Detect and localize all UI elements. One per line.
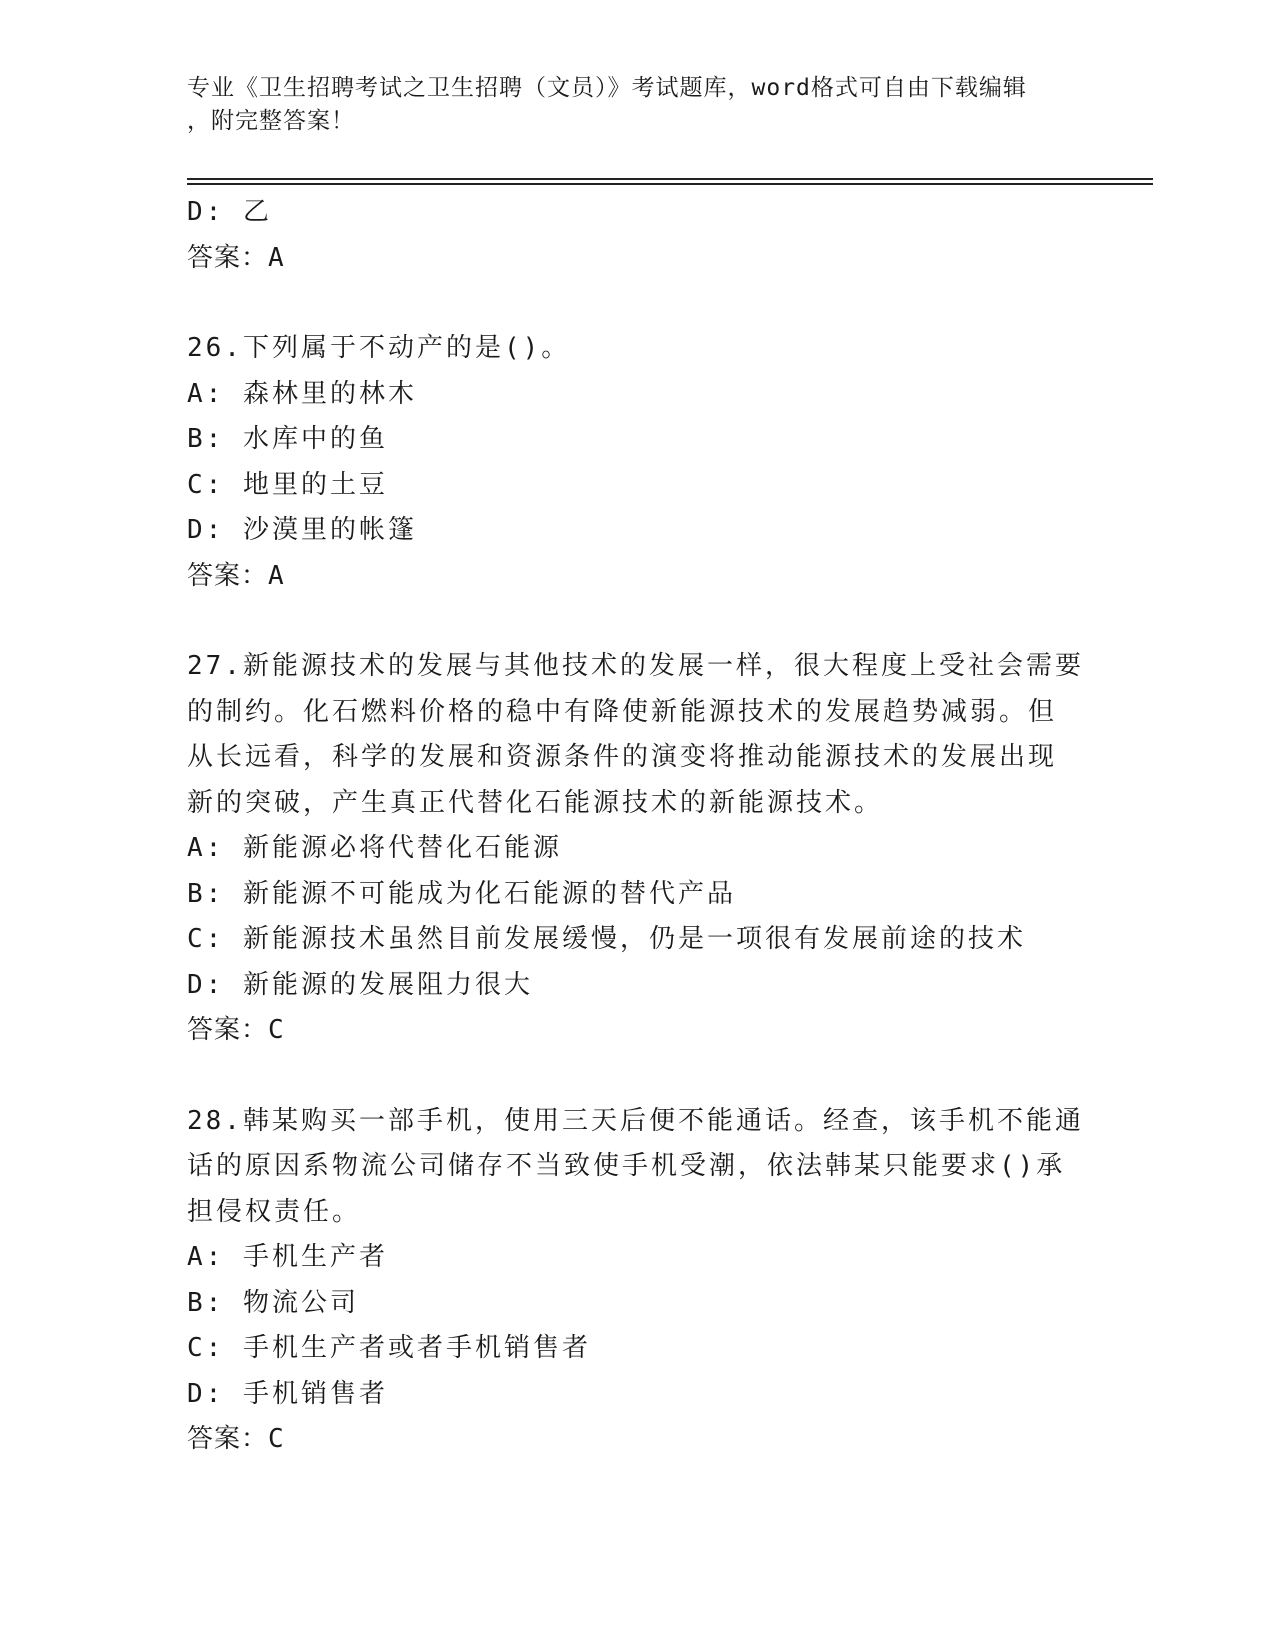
answer-label: 答案： xyxy=(187,242,269,273)
answer-value: C xyxy=(268,1015,285,1045)
answer-line xyxy=(187,554,1087,600)
question-stem-line: 新的突破，产生真正代替化石能源技术的新能源技术。 xyxy=(187,787,884,818)
question-stem-line: 28.韩某购买一部手机，使用三天后便不能通话。经查，该手机不能通 xyxy=(187,1105,1084,1136)
question-stem-line: 26.下列属于不动产的是()。 xyxy=(187,333,571,363)
question-28 xyxy=(187,1099,1087,1463)
option-a: A: 森林里的林木 xyxy=(187,378,417,409)
header-divider-top xyxy=(187,178,1153,180)
option-b: B: 水库中的鱼 xyxy=(187,424,388,454)
option-d: D: 手机销售者 xyxy=(187,1378,388,1409)
answer-value: C xyxy=(268,1424,285,1454)
question-stem-line: 27.新能源技术的发展与其他技术的发展一样，很大程度上受社会需要 xyxy=(187,651,1084,681)
question-stem-line: 担侵权责任。 xyxy=(187,1196,362,1227)
answer-label: 答案： xyxy=(187,560,269,591)
answer-label: 答案： xyxy=(187,1424,269,1454)
header-divider-bottom xyxy=(187,183,1153,185)
answer-value: A xyxy=(268,242,285,273)
answer-line xyxy=(187,1008,1087,1054)
answer-value: A xyxy=(268,560,285,591)
question-stem-line: 话的原因系物流公司储存不当致使手机受潮，依法韩某只能要求()承 xyxy=(187,1151,1066,1181)
question-27 xyxy=(187,644,1087,1054)
option-b: B: 物流公司 xyxy=(187,1287,359,1318)
option-c: C: 新能源技术虽然目前发展缓慢，仍是一项很有发展前途的技术 xyxy=(187,924,1026,954)
option-d: D: 新能源的发展阻力很大 xyxy=(187,969,533,1000)
header-line-1: 专业《卫生招聘考试之卫生招聘（文员）》考试题库，word格式可自由下载编辑 xyxy=(187,75,1027,101)
option-d: D: 沙漠里的帐篷 xyxy=(187,515,417,545)
answer-label: 答案： xyxy=(187,1015,269,1045)
option-c: C: 地里的土豆 xyxy=(187,469,388,500)
question-stem-line: 的制约。化石燃料价格的稳中有降使新能源技术的发展趋势减弱。但 xyxy=(187,696,1058,727)
option-c: C: 手机生产者或者手机销售者 xyxy=(187,1333,591,1363)
option-d: D: 乙 xyxy=(187,197,272,227)
question-26 xyxy=(187,326,1087,599)
answer-line xyxy=(187,1417,1087,1463)
previous-question-tail xyxy=(187,190,1087,281)
header-line-2: ，附完整答案！ xyxy=(187,108,355,134)
question-stem-line: 从长远看，科学的发展和资源条件的演变将推动能源技术的发展出现 xyxy=(187,742,1058,772)
document-header xyxy=(187,72,1067,138)
option-a: A: 新能源必将代替化石能源 xyxy=(187,833,562,863)
question-list xyxy=(187,190,1087,1463)
answer-line xyxy=(187,236,1087,282)
option-b: B: 新能源不可能成为化石能源的替代产品 xyxy=(187,878,736,909)
option-a: A: 手机生产者 xyxy=(187,1242,388,1272)
